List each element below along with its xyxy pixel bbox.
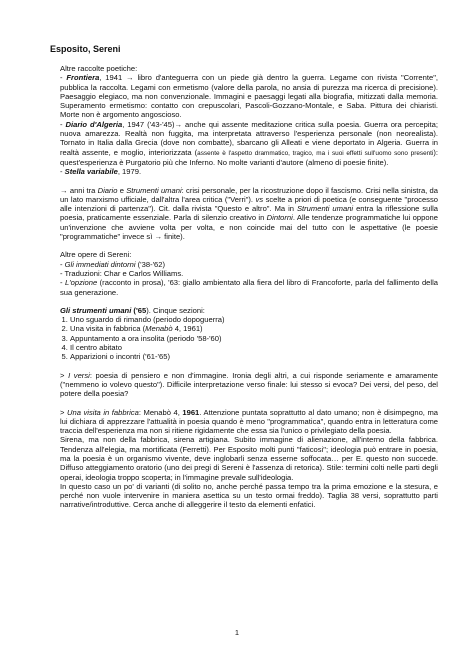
anni-tra-vs: vs [255, 194, 264, 204]
list-item [60, 73, 438, 119]
dintorni-title: Gli immediati dintorni [64, 259, 136, 269]
anni-tra-paragraph [50, 186, 438, 242]
i-versi-text: : poesia di pensiero e non d'immagine. Ironia degli altri, a cui risponde seriamente e amaramente ("nemmeno io volevo questo"). Difficile interpretazione verso finale: lui stesso si evoca? Dei versi, del peso, del potere della poesia? [60, 370, 438, 399]
visita-paragraph-2: Sirena, ma non della fabbrica, sirena artigiana. Subito immagine di alienazione, all'interno della fabbrica. Tendenza all'elegia, ma mortificata (Ferretti). Per Esposito molti punti "faticosi"; ideologia può entrare in poesia, ma la poesia è un organismo vivente, deve inglobarli senza esserne soffocata… per E. questo non succede. Diffuso atteggiamento oratorio (uno dei pregi di Sereni è l'assenza di retorica). Stile: termini colti nelle parti degli operai, ideologia troppo scoperta; in l'immagine prevale sull'ideologia. [60, 435, 438, 482]
visita-year: 1961 [182, 407, 200, 417]
anni-tra-text-c: scelte a priori di poetica (e conseguente "processo alle intenzioni di partenza"). Cit. dalla rivista "Questo e altro". [60, 194, 439, 214]
list-item: 1. Uno sguardo di rimando (periodo dopoguerra) [70, 315, 438, 324]
visita-text-a: : Menabò 4, [138, 407, 183, 417]
raccolte-list [50, 73, 438, 176]
diario-text-b: ): quest'esperienza è Purgatorio più che Inferno. No molte varianti d'autore (almeno di poesie finite). [60, 147, 439, 167]
anni-tra-strumenti: Strumenti umani [126, 185, 182, 195]
i-versi-paragraph [50, 371, 438, 399]
i-versi-arrow: > [60, 370, 69, 380]
stella-title: Stella variabile [64, 167, 118, 177]
dintorni-text: ('38-'62) [135, 259, 166, 269]
diario-text-a: , 1947 ('43-'45)→ anche qui assente meditazione critica sulla poesia. Guerra ora percepita; nuova amarezza. Realtà non fuggita, ma interpretata attraverso l'esperienza personale (non neorealista). Tornato in Italia dalla Grecia (dove non combatte), sbarcano gli Alleati e viene deportato in Algeria. Guerra in realtà assente, e moglio, interiorizzata ( [60, 119, 438, 157]
visita-paragraph-1 [50, 408, 438, 436]
anni-tra-text-a: → anni tra [60, 185, 98, 195]
list-item [60, 260, 438, 269]
strumenti-umani-heading [50, 306, 438, 315]
diario-title: Diario d'Algeria [65, 119, 123, 129]
list-item [60, 278, 438, 297]
section-menabo: Menabò [145, 324, 173, 334]
diario-small-note: assente è l'aspetto drammatico, tragico, ma i suoi effetti sull'uomo sono presenti [197, 149, 434, 157]
list-item [60, 120, 438, 167]
section-text: Una visita in fabbrica ( [70, 324, 146, 334]
anni-tra-text-f: . Alle tendenze programmatiche lui oppone un'invenzione che avviene volta per volta, e non coincide mai del tutto con le aspettative (le poesie "programmatiche" invece sì → finite). [60, 213, 439, 242]
list-item: 4. Il centro abitato [70, 343, 438, 352]
strumenti-umani-year: ('65 [131, 305, 147, 315]
page-number: 1 [234, 628, 240, 637]
anni-tra-text-b: : crisi personale, per la ricostruzione dopo il fascismo. Crisi nella sinistra, da un lato marxismo ufficiale, dall'altra l'area critica ("Verri"). [60, 185, 438, 204]
visita-title: Una visita in fabbrica [67, 407, 139, 417]
visita-paragraph-3: In questo caso un po' di varianti (di solito no, anche perché passa tempo tra la prima emozione e la stesura, e perché non vuole intervenire in maniera asettica su un testo ormai freddo). Taglia 38 versi, soprattutto parti narrative/introduttive. Cerca anche di alleggerire il testo da elementi enfatici. [60, 481, 438, 510]
list-item [70, 324, 438, 333]
anni-tra-and: e [117, 185, 127, 195]
frontiera-text: , 1941 → libro d'anteguerra con un piede già dentro la guerra. Legame con rivista "Corrente", pubblica la raccolta. Legami con ermetismo (valore della parola, no ansia di purezza ma ricerca di precisione). Paesaggio elegiaco, ma non convenzionale. Immagini e paesaggi legati alla biografia, mitizzati dalla memoria. Superamento ermetismo: contatto con crepuscolari, Pascoli-Gozzano-Montale, e Saba. Pittura dei chiaristi. Morte non è argomento angoscioso. [60, 73, 438, 120]
visita-section [50, 408, 438, 510]
altre-opere-list [50, 260, 438, 297]
i-versi-title: I versi [68, 370, 90, 380]
section-tail: 4, 1961) [172, 324, 203, 334]
list-item: 5. Apparizioni o incontri ('61-'65) [70, 352, 438, 361]
anni-tra-text-e: entra la riflessione sulla poesia, praticamente essenziale. Parla di silenzio creativo in [60, 204, 438, 223]
altre-raccolte-section [50, 64, 438, 177]
list-item: 3. Appuntamento a ora insolita (periodo '58-'60) [70, 334, 438, 343]
anni-tra-diario: Diario [97, 185, 118, 195]
anni-tra-strumenti-2: Strumenti umani [296, 204, 354, 214]
anni-tra-text-d: Ma in [274, 204, 297, 214]
altre-opere-heading: Altre opere di Sereni: [60, 250, 132, 260]
stella-text: , 1979. [117, 167, 142, 177]
visita-arrow: > [60, 407, 67, 417]
strumenti-umani-rest: ). Cinque sezioni: [146, 305, 205, 315]
strumenti-umani-section [50, 306, 438, 362]
frontiera-title: Frontiera [66, 73, 100, 83]
sections-list [50, 315, 438, 361]
document-title: Esposito, Sereni [50, 44, 121, 54]
list-item: - Traduzioni: Char e Carlos Williams. [60, 269, 438, 278]
list-item [60, 167, 438, 176]
anni-tra-dintorni: Dintorni [266, 213, 293, 223]
altre-opere-section [50, 250, 438, 296]
altre-raccolte-heading: Altre raccolte poetiche: [60, 64, 138, 73]
strumenti-umani-title: Gli strumenti umani [60, 305, 132, 315]
visita-text-p1: . Attenzione puntata soprattutto al dato umano; non è disimpegno, ma lui dichiara di apprezzare l'attualità in poesia quando è meno "programmatica", quando entra in letteratura come traccia dell'esperienza ma non si ritiene rigidamente che essa sia l'unico o privilegiato della poesia. [60, 407, 438, 436]
opzione-text: (racconto in prosa), '63: giallo ambientato alla fiera del libro di Francoforte, parla del fallimento della sua generazione. [60, 278, 438, 297]
opzione-title: L'opzione [64, 278, 98, 288]
